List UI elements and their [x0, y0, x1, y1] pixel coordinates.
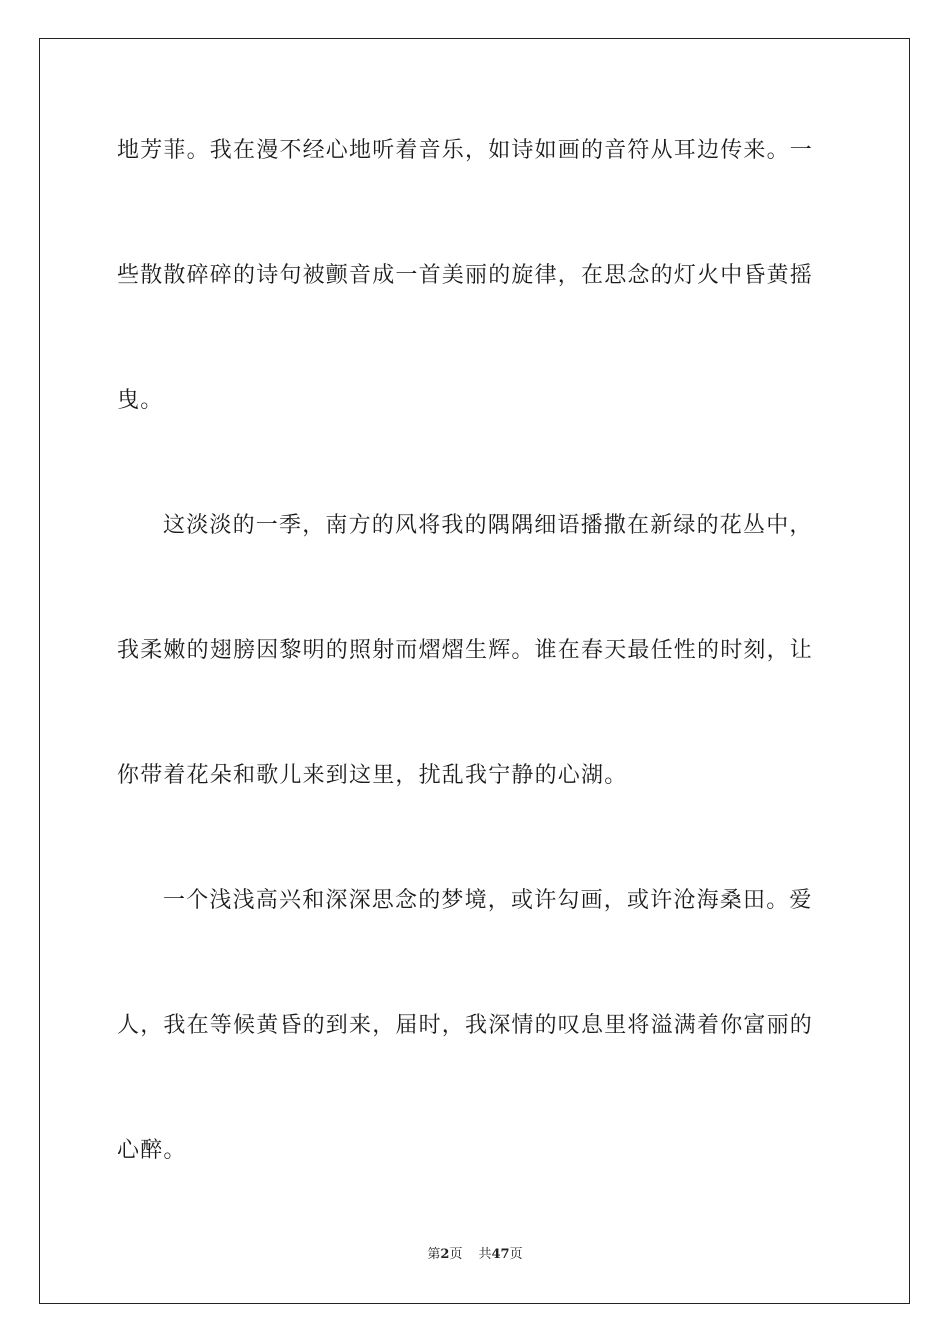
- text-line: 些散散碎碎的诗句被颤音成一首美丽的旋律，在思念的灯火中昏黄摇: [117, 263, 814, 288]
- text-line: 曳。: [117, 388, 164, 413]
- text-line: 我柔嫩的翅膀因黎明的照射而熠熠生辉。谁在春天最任性的时刻，让: [117, 638, 814, 663]
- page-suffix: 页: [449, 1247, 463, 1262]
- total-pages: 47: [491, 1247, 510, 1262]
- total-suffix: 页: [509, 1247, 523, 1262]
- text-line: 心醉。: [117, 1138, 187, 1163]
- page-number: 2: [440, 1247, 450, 1262]
- total-prefix: 共: [478, 1247, 492, 1262]
- page-border: [39, 38, 910, 1304]
- page-prefix: 第: [427, 1247, 441, 1262]
- text-line: 这淡淡的一季，南方的风将我的隅隅细语播撒在新绿的花丛中，: [163, 513, 813, 538]
- text-line: 地芳菲。我在漫不经心地听着音乐，如诗如画的音符从耳边传来。一: [117, 138, 814, 163]
- text-line: 一个浅浅高兴和深深思念的梦境，或许勾画，或许沧海桑田。爱: [163, 888, 813, 913]
- page-footer: [0, 1246, 950, 1264]
- text-line: 人，我在等候黄昏的到来，届时，我深情的叹息里将溢满着你富丽的: [117, 1013, 814, 1038]
- text-line: 你带着花朵和歌儿来到这里，扰乱我宁静的心湖。: [117, 763, 628, 788]
